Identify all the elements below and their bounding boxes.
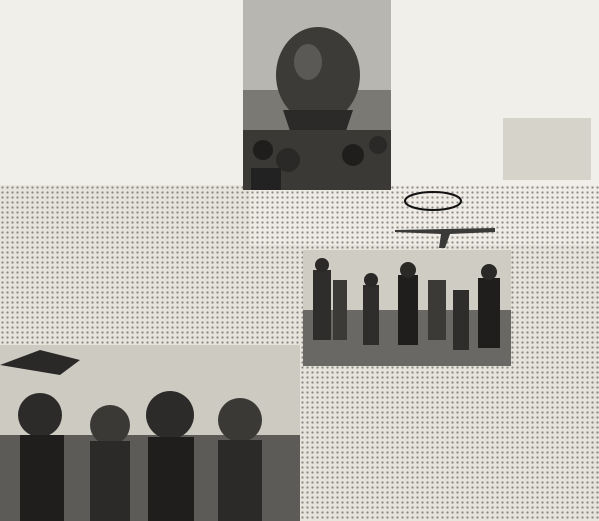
crowd-photo-spectators — [0, 345, 300, 521]
festival-logo — [403, 183, 463, 215]
balloon-photo — [243, 0, 391, 190]
russian-article — [131, 4, 243, 176]
crowd-photo-stage — [303, 250, 511, 366]
airplane-silhouette — [395, 220, 495, 250]
english-article — [12, 4, 124, 184]
organizer-english-box — [503, 118, 591, 180]
